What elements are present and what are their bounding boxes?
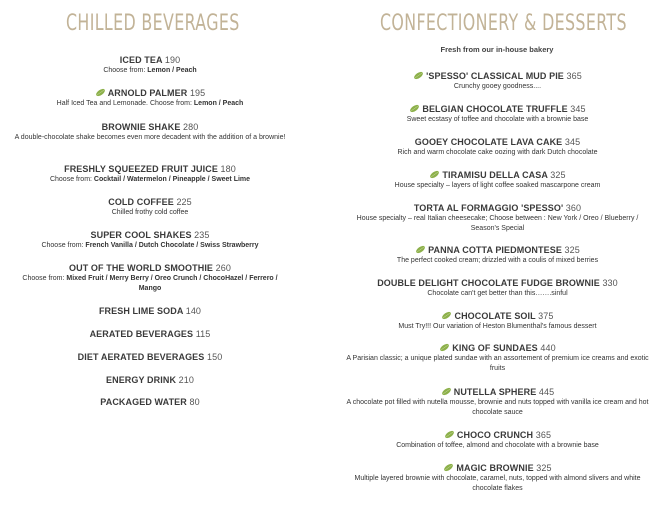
item-description	[345, 256, 650, 266]
item-title: ARNOLD PALMER	[107, 88, 188, 98]
menu-item	[345, 343, 650, 374]
item-price: 440	[540, 343, 556, 353]
leaf-icon	[429, 170, 440, 179]
item-description	[345, 214, 650, 234]
description-text: A Parisian classic; a unique plated sundae with an assortement of premium ice creams and exotic fruits	[346, 355, 649, 372]
item-name	[12, 164, 288, 175]
item-description	[345, 398, 650, 418]
item-description	[12, 133, 288, 143]
menu-item	[12, 263, 288, 294]
item-price: 80	[189, 397, 200, 407]
description-text: A double-chocolate shake becomes even more decadent with the addition of a brownie!	[14, 134, 286, 141]
item-name	[345, 203, 650, 214]
item-price: 365	[566, 71, 582, 81]
item-title: CHOCO CRUNCH	[456, 430, 534, 440]
item-name	[12, 306, 288, 317]
item-name	[12, 397, 288, 408]
item-price: 330	[602, 278, 618, 288]
leaf-icon	[415, 245, 426, 254]
description-text: A chocolate pot filled with nutella mousse, brownie and nuts topped with vanilla ice cream and hot chocolate sauce	[346, 399, 649, 416]
description-text: Choose from:	[41, 242, 86, 249]
leaf-icon	[444, 430, 455, 439]
desserts-subtitle: Fresh from our in-house bakery	[440, 45, 554, 54]
item-title: PANNA COTTA PIEDMONTESE	[428, 245, 562, 255]
menu-item	[345, 203, 650, 234]
menu-item	[12, 197, 288, 218]
menu-item	[12, 55, 288, 76]
leaf-icon	[441, 387, 452, 396]
item-options: Cocktail / Watermelon / Pineapple / Sweet Lime	[93, 176, 251, 183]
menu-item	[345, 170, 650, 191]
menu-item	[345, 104, 650, 125]
description-text: Combination of toffee, almond and chocolate with a brownie base	[396, 442, 599, 449]
menu-item	[12, 88, 288, 109]
leaf-icon	[413, 71, 424, 80]
item-title: TORTA AL FORMAGGIO 'SPESSO'	[413, 203, 564, 213]
item-name	[12, 352, 288, 363]
item-price: 375	[538, 311, 554, 321]
item-price: 140	[185, 306, 202, 316]
item-name	[12, 263, 288, 274]
menu-item	[345, 245, 650, 266]
item-description	[345, 115, 650, 125]
item-price: 115	[195, 329, 211, 339]
item-name	[345, 463, 650, 474]
item-title: KING OF SUNDAES	[452, 343, 538, 353]
menu-item	[345, 463, 650, 494]
item-title: ENERGY DRINK	[106, 375, 177, 385]
menu-item	[12, 306, 288, 317]
item-title: NUTELLA SPHERE	[453, 387, 537, 397]
menu-item	[12, 230, 288, 251]
item-description	[12, 99, 288, 109]
item-name	[345, 430, 650, 441]
description-text: Half Iced Tea and Lemonade. Choose from:	[56, 100, 194, 107]
item-options: Lemon / Peach	[147, 67, 197, 74]
item-description	[345, 354, 650, 374]
item-options: Lemon / Peach	[193, 100, 244, 107]
item-description	[12, 175, 288, 185]
item-name	[345, 311, 650, 322]
item-price: 345	[564, 137, 581, 147]
description-text: Must Try!!! Our variation of Heston Blumenthal's famous dessert	[398, 323, 597, 330]
item-description	[345, 289, 650, 299]
description-text: Choose from:	[103, 67, 148, 74]
item-description	[345, 322, 650, 332]
item-price: 150	[207, 352, 223, 362]
item-description	[345, 148, 650, 158]
item-title: PACKAGED WATER	[100, 397, 187, 407]
description-text: Chocolate can't get better than this…….sinful	[427, 290, 568, 297]
menu-item	[345, 430, 650, 451]
item-description	[345, 82, 650, 92]
item-name	[12, 375, 288, 386]
item-name	[12, 230, 288, 241]
menu-item	[345, 311, 650, 332]
item-title: AERATED BEVERAGES	[89, 329, 194, 339]
leaf-icon	[441, 311, 452, 320]
item-title: 'SPESSO' CLASSICAL MUD PIE	[426, 71, 564, 81]
item-price: 325	[536, 463, 552, 473]
description-text: Multiple layered brownie with chocolate, caramel, nuts, topped with almond slivers and white chocolate flakes	[354, 475, 641, 492]
menu-item	[345, 278, 650, 299]
item-title: SUPER COOL SHAKES	[90, 230, 192, 240]
menu-item	[12, 397, 288, 408]
item-price: 365	[535, 430, 552, 440]
item-options: Mixed Fruit / Merry Berry / Oreo Crunch / ChocoHazel / Ferrero / Mango	[66, 275, 278, 292]
item-name	[12, 55, 288, 66]
item-title: DIET AERATED BEVERAGES	[77, 352, 205, 362]
item-title: CHOCOLATE SOIL	[454, 311, 536, 321]
item-name	[12, 122, 288, 133]
item-price: 195	[189, 88, 206, 98]
item-description	[12, 208, 288, 218]
description-text: Chilled frothy cold coffee	[111, 209, 189, 216]
item-description	[12, 66, 288, 76]
item-description	[12, 241, 288, 251]
item-name	[12, 88, 288, 99]
description-text: Sweet ecstasy of toffee and chocolate with a brownie base	[406, 116, 589, 123]
desserts-title: CONFECTIONERY & DESSERTS	[380, 11, 627, 36]
item-title: FRESH LIME SODA	[98, 306, 184, 316]
item-title: FRESHLY SQUEEZED FRUIT JUICE	[64, 164, 218, 174]
item-name	[345, 278, 650, 289]
item-title: MAGIC BROWNIE	[456, 463, 534, 473]
item-description	[345, 181, 650, 191]
menu-item	[345, 137, 650, 158]
item-price: 260	[215, 263, 231, 273]
item-name	[345, 137, 650, 148]
item-name	[12, 329, 288, 340]
menu-item	[12, 329, 288, 340]
description-text: Rich and warm chocolate cake oozing with dark Dutch chocolate	[397, 149, 598, 156]
item-name	[345, 170, 650, 181]
description-text: Choose from:	[22, 275, 67, 282]
item-price: 210	[178, 375, 194, 385]
item-options: French Vanilla / Dutch Chocolate / Swiss Strawberry	[85, 242, 259, 249]
item-title: GOOEY CHOCOLATE LAVA CAKE	[414, 137, 563, 147]
item-name	[12, 197, 288, 208]
item-description	[345, 441, 650, 451]
item-name	[345, 245, 650, 256]
item-price: 225	[176, 197, 192, 207]
item-description	[12, 274, 288, 294]
item-price: 345	[570, 104, 586, 114]
description-text: Crunchy gooey goodness....	[453, 83, 542, 90]
item-title: BROWNIE SHAKE	[101, 122, 181, 132]
item-name	[345, 343, 650, 354]
item-title: ICED TEA	[119, 55, 163, 65]
item-name	[345, 387, 650, 398]
item-price: 360	[565, 203, 582, 213]
leaf-icon	[443, 463, 454, 472]
menu-item	[12, 375, 288, 386]
menu-item	[345, 387, 650, 418]
item-price: 180	[220, 164, 236, 174]
item-price: 190	[164, 55, 181, 65]
menu-item	[12, 164, 288, 185]
item-price: 325	[550, 170, 566, 180]
menu-item	[12, 122, 288, 143]
item-title: DOUBLE DELIGHT CHOCOLATE FUDGE BROWNIE	[377, 278, 600, 288]
leaf-icon	[439, 343, 450, 352]
item-description	[345, 474, 650, 494]
item-price: 235	[194, 230, 210, 240]
description-text: Choose from:	[49, 176, 94, 183]
item-price: 325	[564, 245, 580, 255]
item-title: OUT OF THE WORLD SMOOTHIE	[69, 263, 214, 273]
item-title: BELGIAN CHOCOLATE TRUFFLE	[422, 104, 568, 114]
menu-item	[345, 71, 650, 92]
menu-item	[12, 352, 288, 363]
item-title: COLD COFFEE	[108, 197, 174, 207]
item-name	[345, 104, 650, 115]
item-name	[345, 71, 650, 82]
item-price: 445	[538, 387, 555, 397]
item-title: TIRAMISU DELLA CASA	[442, 170, 548, 180]
chilled-beverages-title: CHILLED BEVERAGES	[66, 11, 240, 36]
leaf-icon	[409, 104, 420, 113]
description-text: The perfect cooked cream; drizzled with a coulis of mixed berries	[396, 257, 599, 264]
description-text: House specialty – real Italian cheesecake; Choose between : New York / Oreo / Blueberry / Season's Special	[356, 215, 639, 232]
item-price: 280	[183, 122, 199, 132]
leaf-icon	[95, 88, 106, 97]
description-text: House specialty – layers of light coffee soaked mascarpone cream	[394, 182, 601, 189]
